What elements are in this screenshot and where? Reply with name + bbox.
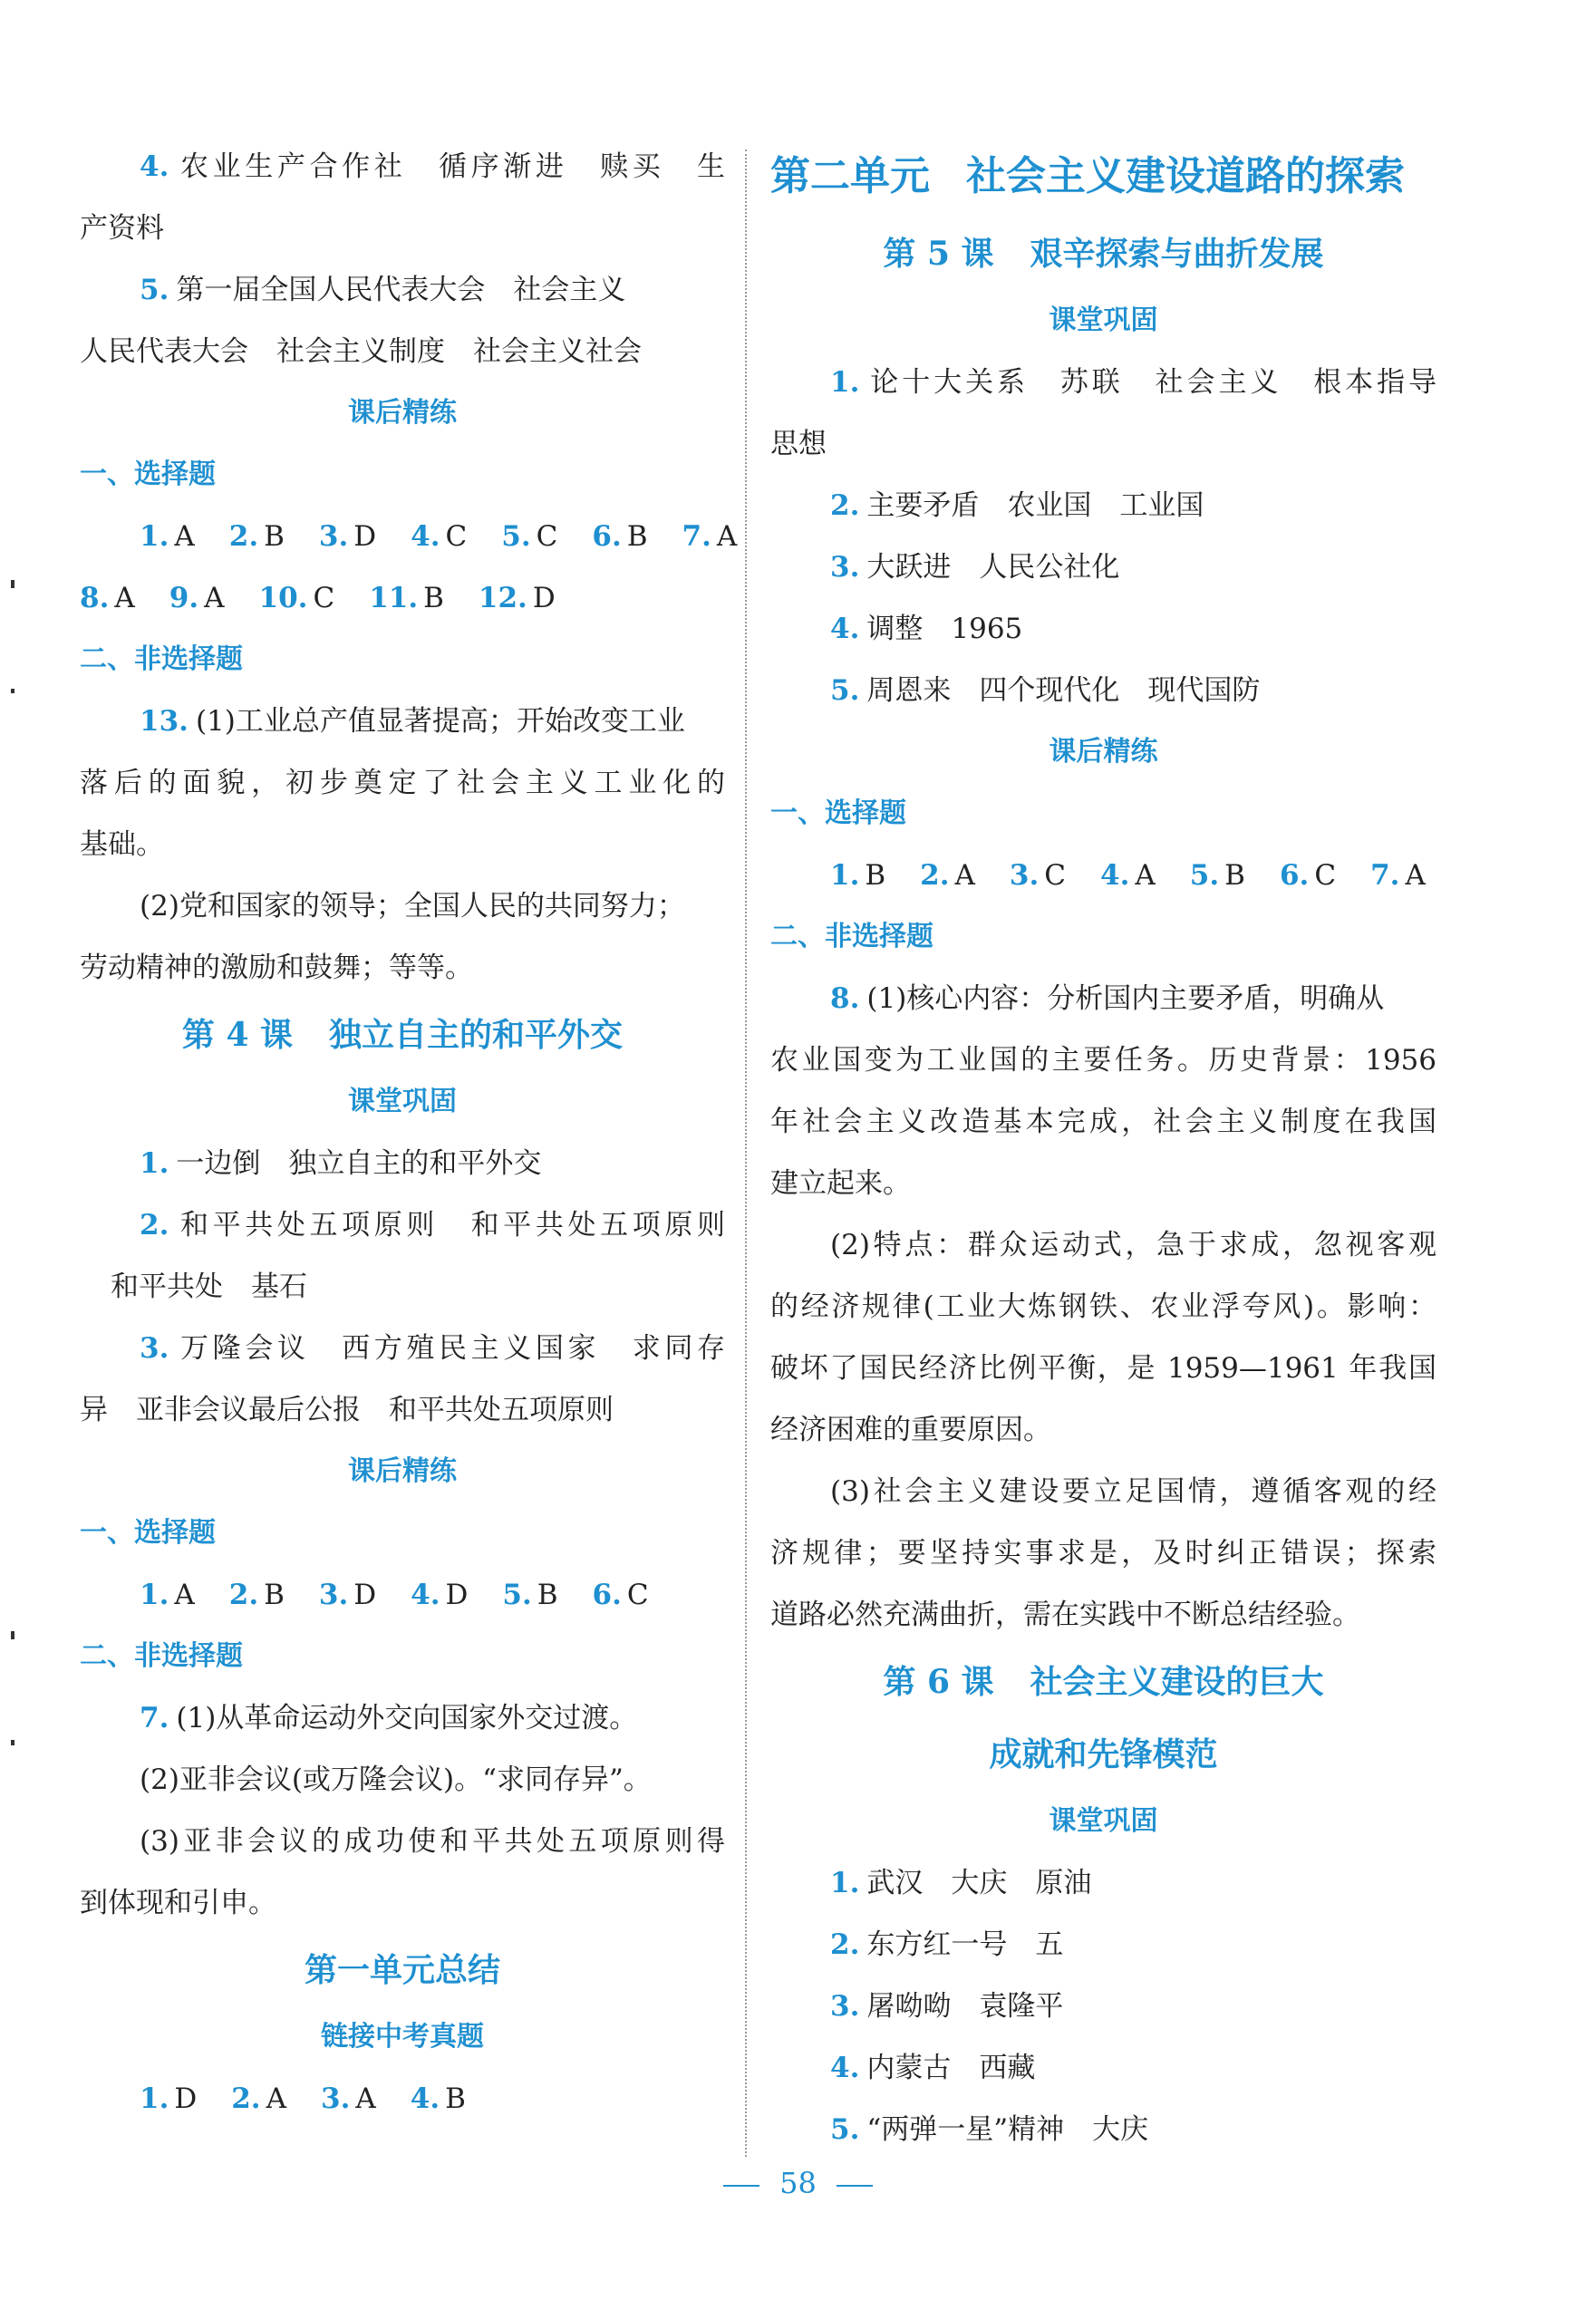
choice-answer [593, 1564, 649, 1626]
choice-number: 1. [830, 859, 860, 892]
choice-answers-row [80, 506, 738, 567]
choice-number: 7. [1370, 859, 1400, 892]
choice-letter: D [353, 1579, 377, 1611]
choice-number: 5. [1189, 859, 1220, 892]
choice-number: 11. [369, 582, 419, 614]
choice-letter: B [1224, 859, 1245, 892]
choice-letter: B [537, 1579, 558, 1611]
choice-number: 1. [140, 2082, 169, 2115]
choice-letter: C [536, 520, 558, 553]
choice-answer [140, 506, 195, 567]
unit-2-title: 第二单元 社会主义建设道路的探索 [770, 153, 1405, 199]
choice-letter: D [174, 2082, 198, 2115]
answer-line: (3)亚非会议的成功使和平共处五项原则得 [140, 1825, 725, 1858]
lesson-4-title: 第 4 课 独立自主的和平外交 [181, 1016, 624, 1054]
choice-letter: A [355, 2082, 376, 2115]
choice-answer [80, 567, 135, 629]
choice-letter: B [865, 859, 886, 892]
choice-letter: B [626, 520, 648, 553]
answer-line: 劳动精神的激励和鼓舞；等等。 [80, 952, 473, 984]
choice-number: 8. [80, 582, 110, 614]
choice-number: 2. [920, 859, 950, 892]
choice-answer [319, 506, 376, 567]
section-heading-after-class: 课后精练 [348, 1455, 457, 1487]
choice-answer [231, 2068, 286, 2130]
scan-mark [11, 580, 15, 588]
choice-number: 2. [228, 520, 259, 553]
choice-number: 6. [592, 520, 622, 553]
answer-line: 建立起来。 [770, 1167, 911, 1200]
choice-number: 12. [478, 582, 527, 614]
question-7: 7. (1)从革命运动外交向国家外交过渡。 [140, 1702, 638, 1734]
choice-letter: B [264, 520, 285, 553]
list-item: 4. 农业生产合作社 循序渐进 赎买 生 [140, 150, 725, 183]
choice-answers-row [770, 845, 1436, 906]
answer-line: (3)社会主义建设要立足国情，遵循客观的经 [830, 1475, 1436, 1508]
list-item: 4. 调整 1965 [830, 613, 1023, 645]
choice-answer [920, 845, 975, 906]
choice-number: 3. [321, 2082, 351, 2115]
choice-number: 6. [592, 1579, 622, 1611]
choice-answer [1010, 845, 1066, 906]
choice-answer [229, 506, 285, 567]
question-8: 8. (1)核心内容：分析国内主要矛盾，明确从 [830, 982, 1385, 1015]
section-heading-in-class: 课堂巩固 [1049, 304, 1158, 336]
answer-line: (2)党和国家的领导；全国人民的共同努力； [140, 890, 685, 923]
choice-answer [479, 567, 556, 629]
choice-letter: C [313, 582, 335, 614]
choice-answer [830, 845, 885, 906]
choice-answer [1280, 845, 1336, 906]
choice-letter: A [204, 582, 225, 614]
answer-line: (2)特点：群众运动式，急于求成，忽视客观 [830, 1229, 1436, 1261]
choice-answers-row [80, 567, 725, 629]
section-heading-after-class: 课后精练 [1049, 736, 1158, 768]
choice-letter: A [1135, 859, 1156, 892]
list-item: 2. 东方红一号 五 [830, 1928, 1064, 1961]
list-item: 3. 大跃进 人民公社化 [830, 551, 1120, 584]
choice-letter: B [423, 582, 444, 614]
scan-mark [11, 1740, 15, 1745]
left-column [80, 136, 738, 2130]
choice-answer [411, 2068, 466, 2130]
choice-answer [682, 506, 738, 567]
answer-line: 济规律；要坚持实事求是，及时纠正错误；探索 [770, 1537, 1436, 1570]
right-column [770, 136, 1436, 2160]
lesson-6-title-continuation: 成就和先锋模范 [989, 1735, 1218, 1773]
list-item: 1. 武汉 大庆 原油 [830, 1867, 1092, 1899]
choice-answer [1100, 845, 1156, 906]
choice-answer [169, 567, 225, 629]
choice-letter: A [114, 582, 135, 614]
list-item: 5. “两弹一星”精神 大庆 [830, 2113, 1149, 2146]
choice-number: 3. [1009, 859, 1040, 892]
list-item-continuation: 思想 [770, 428, 827, 460]
answer-line: 落后的面貌，初步奠定了社会主义工业化的 [80, 767, 725, 799]
section-heading-nonchoice: 二、非选择题 [80, 1640, 243, 1672]
choice-letter: D [445, 1579, 469, 1611]
choice-number: 4. [411, 520, 440, 553]
choice-answer [229, 1564, 285, 1626]
choice-answer [140, 1564, 195, 1626]
choice-answer [411, 1564, 468, 1626]
list-item-continuation: 产资料 [80, 212, 164, 245]
answer-line: 年社会主义改造基本完成，社会主义制度在我国 [770, 1106, 1436, 1138]
choice-number: 4. [1100, 859, 1130, 892]
list-item-continuation: 人民代表大会 社会主义制度 社会主义社会 [80, 335, 642, 368]
scan-mark [11, 689, 15, 693]
section-heading-choice: 一、选择题 [770, 797, 906, 829]
list-item: 4. 内蒙古 西藏 [830, 2052, 1036, 2084]
list-item: 3. 万隆会议 西方殖民主义国家 求同存 [140, 1332, 725, 1365]
choice-number: 4. [410, 2082, 440, 2115]
list-item: 1. 论十大关系 苏联 社会主义 根本指导 [830, 366, 1436, 399]
choice-answer [369, 567, 444, 629]
choice-letter: A [174, 1579, 195, 1611]
choice-letter: A [174, 520, 195, 553]
lesson-6-title: 第 6 课 社会主义建设的巨大 [883, 1663, 1324, 1701]
list-item-continuation: 和平共处 基石 [111, 1271, 307, 1303]
choice-answers-row [80, 1564, 725, 1626]
choice-answer [319, 1564, 376, 1626]
choice-letter: C [1044, 859, 1067, 892]
choice-letter: A [716, 520, 738, 553]
answer-line: 到体现和引申。 [80, 1887, 276, 1919]
answer-line: 农业国变为工业国的主要任务。历史背景：1956 [770, 1044, 1436, 1077]
choice-letter: C [1314, 859, 1337, 892]
choice-letter: A [266, 2082, 286, 2115]
choice-letter: D [353, 520, 377, 553]
choice-answer [259, 567, 335, 629]
section-heading-after-class: 课后精练 [348, 397, 457, 429]
choice-letter: C [626, 1579, 649, 1611]
choice-number: 4. [411, 1579, 440, 1611]
answer-line: 经济困难的重要原因。 [770, 1414, 1051, 1446]
scan-mark [11, 1631, 15, 1639]
choice-number: 1. [140, 1579, 169, 1611]
choice-number: 2. [228, 1579, 259, 1611]
choice-number: 2. [231, 2082, 261, 2115]
list-item: 3. 屠呦呦 袁隆平 [830, 1990, 1064, 2023]
choice-number: 7. [682, 520, 711, 553]
list-item: 5. 周恩来 四个现代化 现代国防 [830, 674, 1261, 707]
choice-letter: D [532, 582, 556, 614]
choice-number: 3. [318, 1579, 349, 1611]
choice-answer [411, 506, 467, 567]
section-heading-in-class: 课堂巩固 [1049, 1805, 1158, 1837]
choice-number: 3. [318, 520, 349, 553]
list-item: 2. 和平共处五项原则 和平共处五项原则 [140, 1209, 725, 1242]
choice-answer [1370, 845, 1426, 906]
choice-answer [502, 1564, 557, 1626]
choice-number: 9. [169, 582, 199, 614]
section-heading-choice: 一、选择题 [80, 459, 216, 490]
column-divider [745, 150, 747, 2157]
choice-number: 10. [258, 582, 308, 614]
section-heading-nonchoice: 二、非选择题 [80, 643, 243, 675]
choice-letter: A [1405, 859, 1426, 892]
choice-number: 5. [502, 1579, 532, 1611]
lesson-5-title: 第 5 课 艰辛探索与曲折发展 [883, 235, 1324, 273]
list-item: 5. 第一届全国人民代表大会 社会主义 [140, 274, 626, 306]
choice-answer [592, 506, 647, 567]
answer-line: 道路必然充满曲折，需在实践中不断总结经验。 [770, 1599, 1360, 1631]
answer-line: 破坏了国民经济比例平衡，是 1959—1961 年我国 [770, 1352, 1436, 1385]
list-item: 1. 一边倒 独立自主的和平外交 [140, 1147, 542, 1180]
section-heading-nonchoice: 二、非选择题 [770, 921, 933, 952]
list-item-continuation: 异 亚非会议最后公报 和平共处五项原则 [80, 1394, 614, 1426]
choice-number: 5. [501, 520, 531, 553]
section-heading-in-class: 课堂巩固 [348, 1086, 457, 1117]
choice-letter: A [954, 859, 975, 892]
answer-line: 基础。 [80, 828, 164, 861]
choice-answer [1190, 845, 1245, 906]
choice-answer [321, 2068, 376, 2130]
answer-line: 的经济规律(工业大炼钢铁、农业浮夸风)。影响： [770, 1290, 1436, 1323]
choice-answer [501, 506, 557, 567]
section-heading-choice: 一、选择题 [80, 1517, 216, 1549]
choice-answers-row [80, 2068, 725, 2130]
unit-1-summary-title: 第一单元总结 [304, 1951, 500, 1989]
choice-number: 6. [1279, 859, 1310, 892]
choice-letter: C [445, 520, 468, 553]
choice-letter: B [445, 2082, 466, 2115]
page-number: 58 [0, 2166, 1596, 2200]
question-13: 13. (1)工业总产值显著提高；开始改变工业 [140, 705, 685, 738]
list-item: 2. 主要矛盾 农业国 工业国 [830, 489, 1204, 522]
section-heading-exam: 链接中考真题 [321, 2021, 484, 2053]
choice-number: 1. [140, 520, 169, 553]
answer-line: (2)亚非会议(或万隆会议)。“求同存异”。 [140, 1763, 652, 1796]
choice-answer [140, 2068, 197, 2130]
choice-letter: B [264, 1579, 285, 1611]
